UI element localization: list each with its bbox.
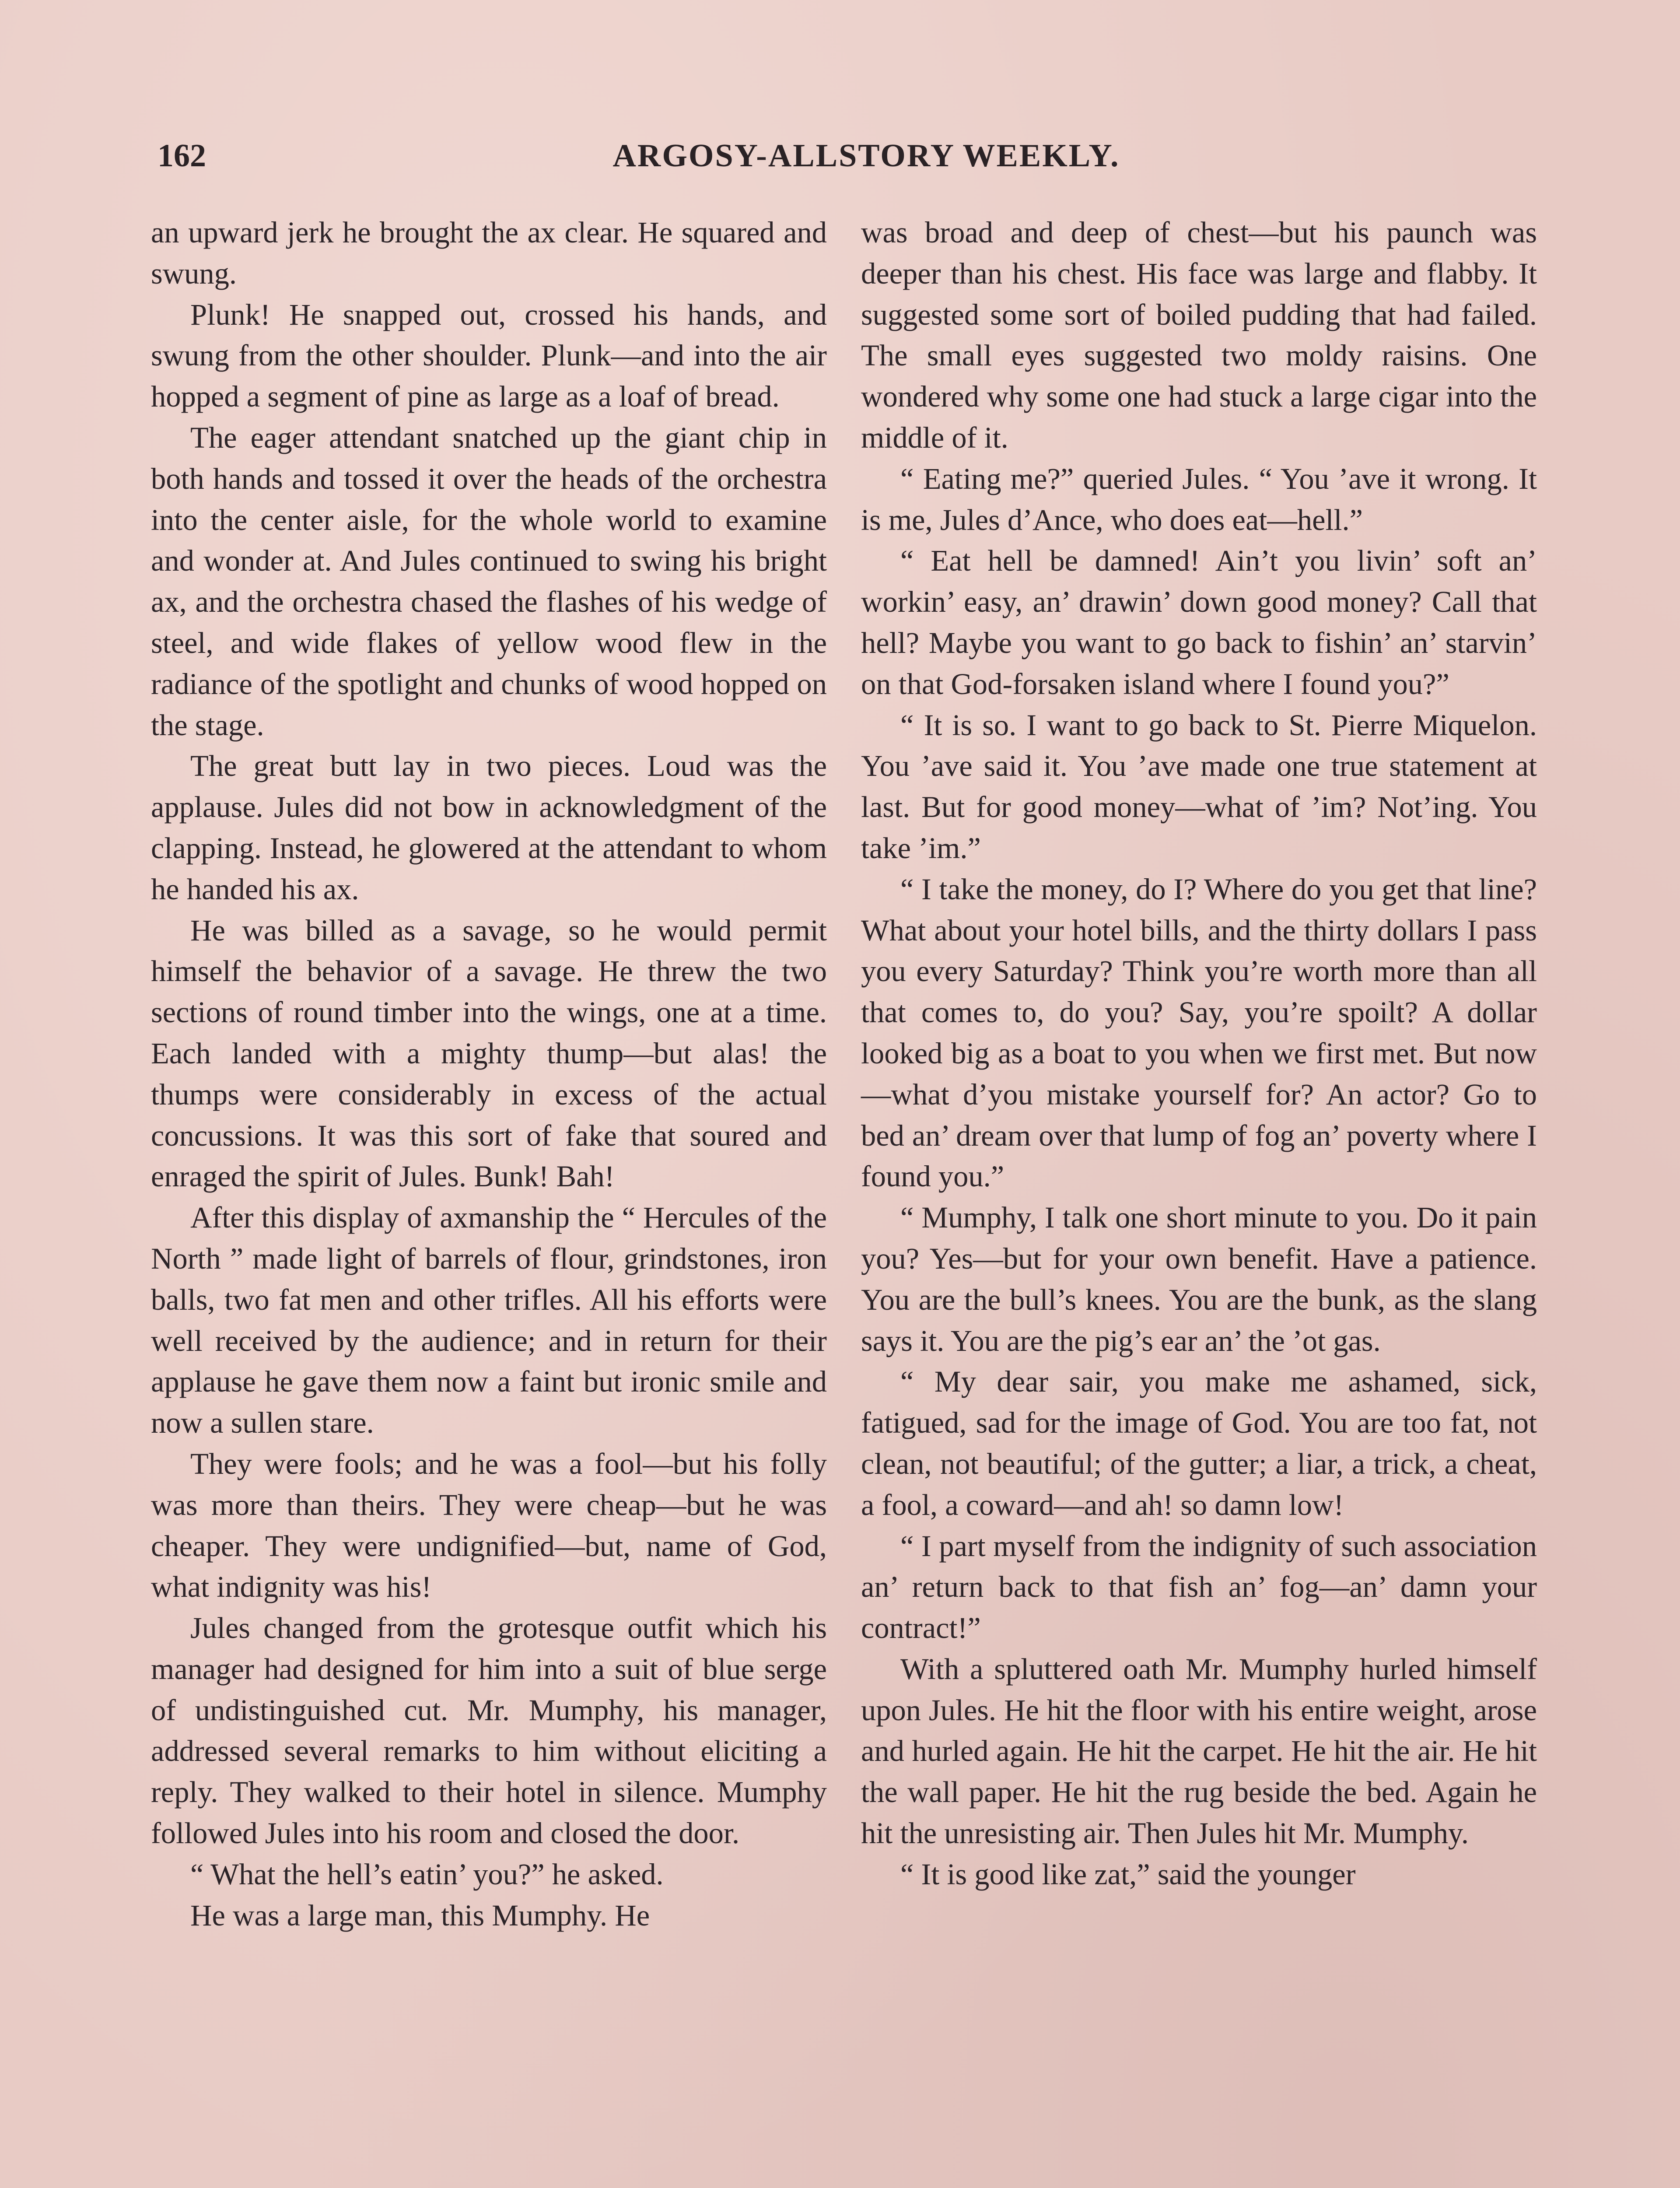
paragraph: was broad and deep of chest—but his paunch was deeper than his chest. His face was large and flabby. It suggested some sort of boiled pudding that had failed. The small eyes suggested two moldy raisins. One wondered why some one had stuck a large cigar into the middle of it. [861, 216, 1537, 454]
paragraph: The eager attendant snatched up the giant chip in both hands and tossed it over the heads of the orchestra into the center aisle, for the whole world to examine and wonder at. And Jules continued to swing his bright ax, and the orchestra chased the flashes of his wedge of steel, and wide flakes of yellow wood flew in the radiance of the spotlight and chunks of wood hopped on the stage. [151, 421, 827, 742]
paragraph: “ Eating me?” queried Jules. “ You ’ave it wrong. It is me, Jules d’Ance, who does eat—hell.” [861, 462, 1537, 536]
journal-title: ARGOSY-ALLSTORY WEEKLY. [612, 138, 1120, 174]
paragraph: “ Eat hell be damned! Ain’t you livin’ soft an’ workin’ easy, an’ drawin’ down good money? Call that hell? Maybe you want to go back to fishin’ an’ starvin’ on that God-forsaken island where I found you?” [861, 544, 1537, 701]
paragraph: “ My dear sair, you make me ashamed, sick, fatigued, sad for the image of God. You are too fat, not clean, not beautiful; of the gutter; a liar, a trick, a cheat, a fool, a coward—and ah! so damn low! [861, 1365, 1537, 1522]
paragraph: With a spluttered oath Mr. Mumphy hurled himself upon Jules. He hit the floor with his entire weight, arose and hurled again. He hit the carpet. He hit the air. He hit the wall paper. He hit the rug beside the bed. Again he hit the unresisting air. Then Jules hit Mr. Mumphy. [861, 1652, 1537, 1850]
running-head [158, 130, 1540, 182]
paragraph: “ I part myself from the indignity of such association an’ return back to that fish an’ fog—an’ damn your contract!” [861, 1529, 1537, 1645]
paragraph: Plunk! He snapped out, crossed his hands, and swung from the other shoulder. Plunk—and into the air hopped a segment of pine as large as a loaf of bread. [151, 298, 827, 414]
paragraph: He was billed as a savage, so he would permit himself the behavior of a savage. He threw the two sections of round timber into the wings, one at a time. Each landed with a mighty thump—but alas! the thumps were considerably in excess of the actual concussions. It was this sort of fake that soured and enraged the spirit of Jules. Bunk! Bah! [151, 913, 827, 1193]
paragraph: an upward jerk he brought the ax clear. He squared and swung. [151, 216, 827, 290]
paragraph: “ It is good like zat,” said the younger [900, 1857, 1356, 1891]
paragraph: He was a large man, this Mumphy. He [190, 1898, 650, 1932]
paragraph: The great butt lay in two pieces. Loud was the applause. Jules did not bow in acknowledgment of the clapping. Instead, he glowered at the attendant to whom he handed his ax. [151, 749, 827, 906]
right-text-column [861, 212, 1537, 1895]
paragraph: “ I take the money, do I? Where do you get that line? What about your hotel bills, and the thirty dollars I pass you every Saturday? Think you’re worth more than all that comes to, do you? Say, you’re spoilt? A dollar looked big as a boat to you when we first met. But now—what d’you mistake yourself for? An actor? Go to bed an’ dream over that lump of fog an’ poverty where I found you.” [861, 872, 1537, 1193]
paragraph: They were fools; and he was a fool—but his folly was more than theirs. They were cheap—but he was cheaper. They were undignified—but, name of God, what indignity was his! [151, 1447, 827, 1604]
paragraph: After this display of axmanship the “ Hercules of the North ” made light of barrels of flour, grindstones, iron balls, two fat men and other trifles. All his efforts were well received by the audience; and in return for their applause he gave them now a faint but ironic smile and now a sullen stare. [151, 1201, 827, 1440]
paragraph: Jules changed from the grotesque outfit which his manager had designed for him into a suit of blue serge of undistinguished cut. Mr. Mumphy, his manager, addressed several remarks to him without eliciting a reply. They walked to their hotel in silence. Mumphy followed Jules into his room and closed the door. [151, 1611, 827, 1850]
paragraph: “ Mumphy, I talk one short minute to you. Do it pain you? Yes—but for your own benefit. Have a patience. You are the bull’s knees. You are the bunk, as the slang says it. You are the pig’s ear an’ the ’ot gas. [861, 1201, 1537, 1357]
page-number: 162 [158, 138, 206, 174]
left-text-column [151, 212, 827, 1936]
paragraph: “ What the hell’s eatin’ you?” he asked. [190, 1857, 664, 1891]
paragraph: “ It is so. I want to go back to St. Pierre Miquelon. You ’ave said it. You ’ave made one true statement at last. But for good money—what of ’im? Not’ing. You take ’im.” [861, 708, 1537, 865]
